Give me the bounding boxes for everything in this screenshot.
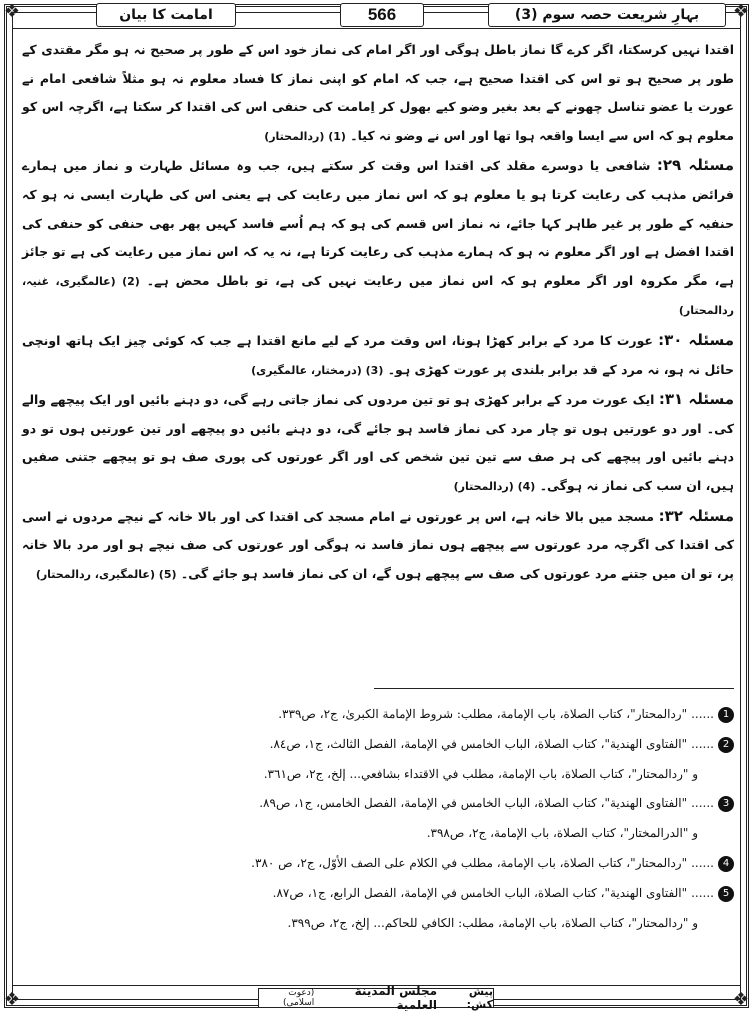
- footnote-leader: ......: [691, 855, 714, 870]
- footnote: [24, 819, 734, 849]
- footnote: [24, 849, 734, 879]
- paragraph-text: ایک عورت مرد کے برابر کھڑی ہو تو تین مردوں کی نماز جاتی رہے گی، دو دہنے بائیں اور ایک پیچھے والے کی۔ اور دو عورتیں ہوں تو چار مرد کی نماز فاسد ہو جائے گی، دو دہنے بائیں دو پیچھے اور تین عورتیں ہوں تو دو دہنے بائیں اور پیچھے کی ہر صف سے تین تین شخص کی اور اگر عورتوں کی پوری صف ہو تو پیچھے جتنی صفیں ہیں، ان سب کی نماز نہ ہوگی۔: [22, 392, 734, 493]
- footnote-text: "الفتاوى الهندية"، كتاب الصلاة، الباب الخامس في الإمامة، الفصل الخامس، ج١، ص٨٩.: [259, 796, 688, 811]
- publisher-name: مجلس المدينة العلمية: [354, 984, 438, 1012]
- reference-marker: (5) (عالمگیری، ردالمحتار): [35, 567, 177, 581]
- masala-label: مسئلہ ۲۹:: [656, 156, 735, 175]
- footnote-number: 3: [718, 796, 734, 812]
- footnote-divider: [374, 688, 734, 689]
- footnote-number: 5: [718, 886, 734, 902]
- footnote-text: "ردالمحتار"، كتاب الصلاة، باب الإمامة، مطلب: شروط الإمامة الكبرىٰ، ج٢، ص٣٣٩.: [278, 707, 688, 721]
- paragraph-text: شافعی یا دوسرے مقلد کی اقتدا اس وقت کر سکتے ہیں، جب وہ مسائل طہارت و نماز میں ہمارے فرائض مذہب کی رعایت کرتا ہو یا معلوم ہو کہ اس نماز میں رعایت کی ہے یعنی اس کی طہارت ایسی نہ ہو کہ حنفیہ کے طور پر غیر طاہر کہا جائے، نہ نماز اس قسم کی ہو کہ ہم اُسے فاسد کہیں پھر بھی حنفی کو حنفی کی اقتدا افضل ہے اور اگر معلوم نہ ہو کہ ہمارے مذہب کی رعایت کرتا ہے، نہ یہ کہ اس نماز میں رعایت کی ہے تو جائز ہے، مگر مکروہ اور اگر معلوم ہو کہ اس نماز میں رعایت نہیں کی ہے، تو باطل محض ہے۔: [22, 158, 734, 288]
- paragraph: [22, 151, 734, 326]
- body-text: [22, 36, 734, 589]
- paragraph: [22, 326, 734, 385]
- paragraph: [22, 502, 734, 590]
- masala-label: مسئلہ ۳۰:: [658, 330, 734, 349]
- footnote-text: و "ردالمحتار"، كتاب الصلاة، باب الإمامة، مطلب: الكافي للحاكم... إلخ، ج٢، ص٣٩٩.: [287, 915, 698, 930]
- corner-ornament: ❖: [732, 1, 750, 22]
- corner-ornament: ❖: [3, 1, 21, 22]
- footnote-text: "الفتاوى الهندية"، كتاب الصلاة، الباب الخامس في الإمامة، الفصل الرابع، ج١، ص٨٧.: [272, 885, 688, 900]
- paragraph: [22, 385, 734, 501]
- footnote-text: "الفتاوى الهندية"، كتاب الصلاة، الباب الخامس في الإمامة، الفصل الثالث، ج١، ص٨٤.: [269, 736, 688, 751]
- masala-label: مسئلہ ۳۱:: [658, 390, 735, 409]
- paragraph-text: مسجد میں بالا خانہ ہے، اس پر عورتوں نے امام مسجد کی اقتدا کی اور بالا خانہ کے نیچے مردوں نے اسی کی اقتدا کی اگرچہ مرد عورتوں سے پیچھے ہوں نماز فاسد نہ ہوگی اور عورتوں کی صف نیچے ہو اور مرد بالا خانہ پر، تو ان میں جتنے مرد عورتوں کی صف سے پیچھے ہوں گے، ان کی نماز فاسد ہو جائے گی۔: [22, 508, 734, 581]
- paragraph-text: عورت کا مرد کے برابر کھڑا ہونا، اس وقت مرد کے لیے مانع اقتدا ہے جب کہ کوئی چیز ایک ہاتھ اونچی حائل نہ ہو، نہ مرد کے قد برابر بلندی پر عورت کھڑی ہو۔: [22, 332, 734, 377]
- publisher-note: (دعوت اسلامی): [283, 988, 315, 1008]
- footnote-text: "ردالمحتار"، كتاب الصلاة، باب الإمامة، مطلب في الكلام على الصف الأوّل، ج٢، ص ٣٨٠.: [251, 855, 688, 870]
- paragraph: [22, 36, 734, 151]
- footnote: [24, 700, 734, 730]
- reference-marker: (2) (عالمگیری، غنیہ، ردالمحتار): [22, 274, 734, 318]
- footnotes: [24, 700, 734, 938]
- footnote: [24, 760, 734, 790]
- reference-marker: (1) (ردالمحتار): [264, 129, 346, 143]
- corner-ornament: ❖: [732, 989, 750, 1010]
- header-divider: [12, 28, 741, 29]
- footnote-text: و "الدرالمختار"، كتاب الصلاة، باب الإمامة، ج٢، ص٣٩٨.: [426, 826, 698, 841]
- footnote: [24, 879, 734, 909]
- book-title: بہارِ شریعت حصہ سوم (3): [488, 3, 726, 27]
- footnote: [24, 730, 734, 760]
- footnote-leader: ......: [691, 885, 714, 900]
- masala-label: مسئلہ ۳۲:: [658, 506, 734, 525]
- footnote-leader: ......: [691, 796, 714, 811]
- footnote-number: 4: [718, 856, 734, 872]
- footnote-number: 1: [718, 707, 734, 723]
- publisher-footer: [258, 984, 494, 1012]
- footnote: [24, 909, 734, 939]
- corner-ornament: ❖: [3, 989, 21, 1010]
- footer-prefix: پیش کش:: [466, 985, 493, 1011]
- reference-marker: (3) (درمختار، عالمگیری): [251, 363, 384, 377]
- footnote-leader: ......: [691, 707, 714, 721]
- paragraph-text: اقتدا نہیں کرسکتا، اگر کرے گا نماز باطل ہوگی اور اگر امام کی نماز خود اس کے طور پر صحیح نہ ہو مگر مقتدی کے طور پر صحیح ہو تو اس کی اقتدا صحیح ہے، جب کہ امام کو اپنی نماز کا فساد معلوم نہ ہو مثلاً شافعی امام نے عورت یا عضو تناسل چھونے کے بعد بغیر وضو کیے بھول کر اِمامت کی حنفی اس کی اقتدا کر سکتا ہے، اگرچہ اس کو معلوم ہو کہ اس سے ایسا واقعہ ہوا تھا اور اس نے وضو نہ کیا۔: [22, 42, 734, 143]
- footnote-text: و "ردالمحتار"، كتاب الصلاة، باب الإمامة، مطلب في الاقتداء بشافعي... إلخ، ج٢، ص٣٦١.: [263, 766, 698, 781]
- chapter-title: امامت کا بیان: [96, 3, 236, 27]
- page-number: 566: [340, 3, 424, 27]
- reference-marker: (4) (ردالمحتار): [453, 479, 536, 493]
- footnote-leader: ......: [691, 736, 714, 751]
- footnote: [24, 789, 734, 819]
- footnote-number: 2: [718, 737, 734, 753]
